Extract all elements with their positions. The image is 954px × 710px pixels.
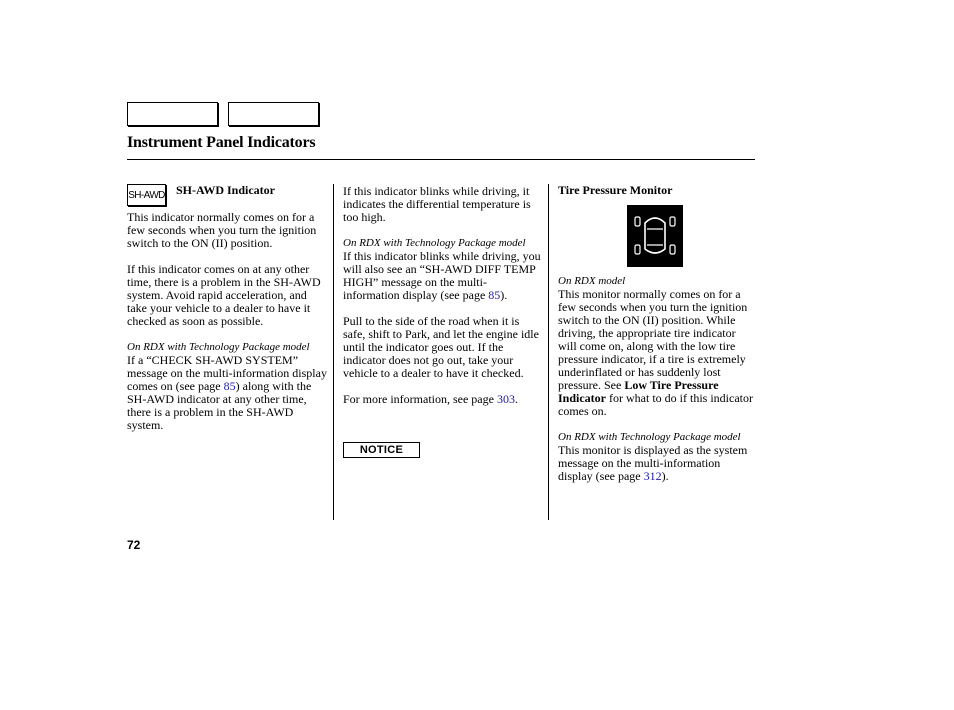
page-link-85[interactable]: 85 [223, 379, 236, 393]
low-tire-pressure-reference: Low Tire Pressure Indicator [558, 378, 719, 405]
tpm-paragraph-1: This monitor normally comes on for a few seconds when you turn the ignition switch to the ON (II) position. While driving, the appropriate tire indicator will come on, along with the low tire pressure indicator, if a tire is extremely underinflated or has suddenly lost pressure. See Low Tire Pressure Indicator for what to do if this indicator comes on. [558, 287, 753, 418]
sh-awd-paragraph-2: If this indicator comes on at any other time, there is a problem in the SH-AWD system. Avoid rapid acceleration, and take your vehicle to a dealer to have it checked as soon as possible. [127, 262, 321, 328]
sh-awd-indicator-icon: SH-AWD [127, 184, 166, 206]
page-link-312[interactable]: 312 [643, 469, 662, 483]
column-1 [127, 211, 327, 432]
page-number: 72 [127, 538, 141, 552]
page-title: Instrument Panel Indicators [127, 134, 316, 151]
more-info-paragraph: For more information, see page 303. [343, 392, 518, 406]
column-3 [558, 275, 753, 483]
diff-temp-model-note: On RDX with Technology Package model [343, 237, 526, 249]
tpm-paragraph-2: This monitor is displayed as the system message on the multi-information display (see page 312). [558, 443, 748, 483]
diff-temp-paragraph-1: If this indicator blinks while driving, it indicates the differential temperature is too high. [343, 184, 531, 224]
sh-awd-paragraph-1: This indicator normally comes on for a few seconds when you turn the ignition switch to the ON (II) position. [127, 210, 317, 250]
sh-awd-heading: SH-AWD Indicator [176, 183, 276, 197]
tpm-model-note-1: On RDX model [558, 275, 626, 287]
column-2 [343, 185, 541, 406]
notice-label: NOTICE [343, 442, 420, 458]
column-divider-2 [548, 184, 549, 520]
page-link-85[interactable]: 85 [488, 288, 501, 302]
title-rule [127, 159, 755, 160]
tire-pressure-heading: Tire Pressure Monitor [558, 183, 673, 197]
sh-awd-paragraph-3: If a “CHECK SH-AWD SYSTEM” message on the multi-information display comes on (see page 85) along with the SH-AWD indicator at any other time, there is a problem in the SH-AWD system. [127, 353, 327, 432]
page-link-303[interactable]: 303 [496, 392, 515, 406]
main-menu-button[interactable] [127, 102, 218, 126]
tpm-model-note-2: On RDX with Technology Package model [558, 431, 741, 443]
diff-temp-paragraph-3: Pull to the side of the road when it is safe, shift to Park, and let the engine idle until the indicator goes out. If the indicator does not go out, take your vehicle to a dealer to have it checked. [343, 314, 539, 380]
diff-temp-paragraph-2: If this indicator blinks while driving, you will also see an “SH-AWD DIFF TEMP HIGH” message on the multi-information display (see page 85). [343, 249, 541, 302]
tire-pressure-monitor-icon [627, 205, 683, 267]
column-divider-1 [333, 184, 334, 520]
index-button[interactable] [228, 102, 319, 126]
sh-awd-model-note: On RDX with Technology Package model [127, 341, 310, 353]
